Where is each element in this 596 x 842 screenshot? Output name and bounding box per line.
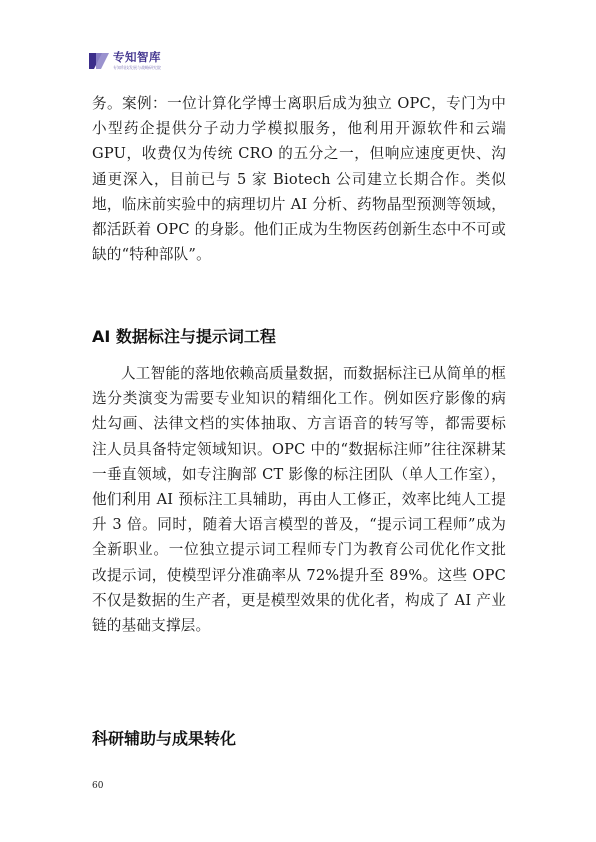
body-paragraph-2: 人工智能的落地依赖高质量数据，而数据标注已从简单的框选分类演变为需要专业知识的精细化工作。例如医疗影像的病灶勾画、法律文档的实体抽取、方言语音的转写等，都需要标注人员具备特定领域知识。OPC 中的“数据标注师”往往深耕某一垂直领域，如专注胸部 CT 影像的标注团队（单人工作室），他们利用 AI 预标注工具辅助，再由人工修正，效率比纯人工提升 3 倍。同时，随着大语言模型的普及，“提示词工程师”成为全新职业。一位独立提示词工程师专门为教育公司优化作文批改提示词，使模型评分准确率从 72%提升至 89%。这些 OPC 不仅是数据的生产者，更是模型效果的优化者，构成了 AI 产业链的基础支撑层。 [92,365,506,635]
page-number: 60 [92,781,104,791]
body-paragraph-1: 务。案例：一位计算化学博士离职后成为独立 OPC，专门为中小型药企提供分子动力学模拟服务，他利用开源软件和云端 GPU，收费仅为传统 CRO 的五分之一，但响应速度更快、沟通更深入，目前已与 5 家 Biotech 公司建立长期合作。类似地，临床前实验中的病理切片 AI 分析、药物晶型预测等领域，都活跃着 OPC 的身影。他们正成为生物医药创新生态中不可或缺的“特种部队”。 [92,95,506,264]
logo-subtitle: 专知科技发展与战略研究院 [113,64,161,70]
logo-title: 专知智库 [113,50,161,65]
section-heading-ai-data-annotation: AI 数据标注与提示词工程 [92,327,276,346]
section-heading-research-support: 科研辅助与成果转化 [92,729,237,748]
logo-z-icon [88,50,110,72]
publisher-logo [88,50,161,72]
